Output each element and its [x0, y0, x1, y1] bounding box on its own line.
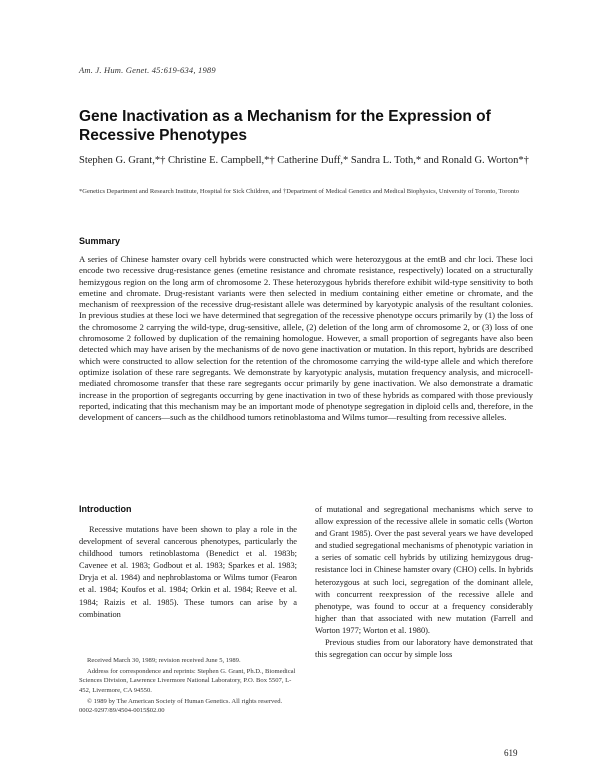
summary-heading: Summary — [79, 236, 121, 246]
author-affiliation: *Genetics Department and Research Institute, Hospital for Sick Children, and †Department of Medical Genetics and Medical Biophysics, University of Toronto, Toronto — [79, 188, 520, 195]
journal-reference: Am. J. Hum. Genet. 45:619-634, 1989 — [79, 65, 216, 75]
introduction-heading: Introduction — [79, 504, 132, 514]
footnote-copyright: © 1989 by The American Society of Human Genetics. All rights reserved. 0002-9297/89/4504-0015$02.00 — [79, 697, 283, 715]
article-title: Gene Inactivation as a Mechanism for the Expression of Recessive Phenotypes — [79, 108, 491, 144]
introduction-paragraph: Recessive mutations have been shown to play a role in the development of several cancerous phenotypes, particularly the childhood tumors retinoblastoma (Benedict et al. 1983b; Cavenee et al. 1983; Godbout et al. 1983; Sparkes et al. 1983; Dryja et al. 1984) and nephroblastoma or Wilms tumor (Fearon et al. 1984; Koufos et al. 1984; Orkin et al. 1984; Reeve et al. 1984; Raizis et al. 1985). These tumors can arise by a combination — [79, 525, 297, 619]
footnote-address: Address for correspondence and reprints: Stephen G. Grant, Ph.D., Biomedical Sciences Division, Lawrence Livermore National Laboratory, P.O. Box 5507, L-452, Livermore, CA 94550. — [79, 668, 296, 694]
footnote-received: Received March 30, 1989; revision received June 5, 1989. — [87, 657, 241, 664]
summary-text: A series of Chinese hamster ovary cell hybrids were constructed which were heterozygous at the emtB and chr loci. These loci encode two recessive drug-resistance genes (emetine resistance and chromate resistance, respectively) located on a structurally hemizygous region on the long arm of chromosome 2. These heterozygous hybrids therefore exhibit wild-type sensitivity to both emetine and chromate. Drug-resistant variants were then selected in medium containing either emetine or chromate, and the mechanism of reexpression of the recessive drug-resistant allele was determined by karyotypic analysis of the resultant colonies. In previous studies at these loci we have determined that segregation of the recessive phenotype occurs primarily by (1) the loss of the chromosome 2 carrying the wild-type, drug-sensitive, allele, (2) deletion of the long arm of chromosome 2, or (3) loss of one chromosome 2 followed by duplication of the remaining homologue. However, a small proportion of segregants have also been detected which may have arisen by the mechanisms of de novo gene inactivation or mutation. In this report, hybrids are described which were constructed to allow selection for the retention of the chromosome carrying the wild-type allele and which therefore optimize isolation of these rare segregants. We demonstrate by karyotypic analysis, mutation frequency analysis, and microcell-mediated chromosome transfer that these rare segregants occur primarily by gene inactivation. We also demonstrate a dramatic increase in the proportion of segregants occurring by gene inactivation in two of these hybrids as compared with those previously reported, indicating that this mechanism may be an important mode of phenotype segregation in diploid cells and, therefore, in the development of cancers—such as the childhood tumors retinoblastoma and Wilms tumor—resulting from recessive alleles. — [79, 254, 533, 423]
introduction-paragraph: of mutational and segregational mechanisms which serve to allow expression of the recessive allele in somatic cells (Worton and Grant 1985). Over the past several years we have developed and studied segregational mechanisms of phenotypic variation in a series of somatic cell hybrids by utilizing hemizygous drug-resistance loci in Chinese hamster ovary (CHO) cells. In hybrids heterozygous at such loci, segregation of the dominant allele, with concurrent reexpression of the recessive allele and phenotype, was found to occur at a frequency considerably higher than that associated with new mutation (Farrell and Worton 1977; Worton et al. 1980). — [315, 505, 533, 635]
author-list: Stephen G. Grant,*† Christine E. Campbell,*† Catherine Duff,* Sandra L. Toth,* and Ronald G. Worton*† — [79, 155, 529, 166]
introduction-paragraph: Previous studies from our laboratory have demonstrated that this segregation can occur by simple loss — [315, 638, 533, 660]
introduction-column-left — [79, 524, 297, 621]
introduction-column-right — [315, 504, 533, 661]
footnote-block — [79, 656, 297, 717]
page-number: 619 — [504, 748, 518, 758]
